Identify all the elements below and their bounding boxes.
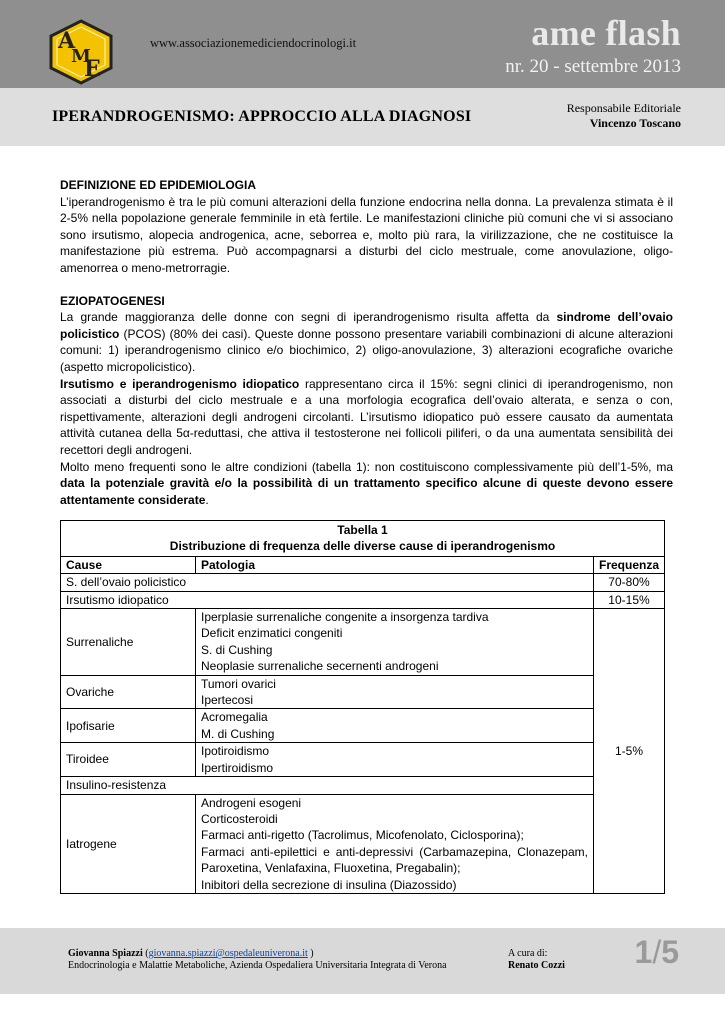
page-number: 1/5	[634, 934, 679, 970]
table-row: Iatrogene Androgeni esogeni Corticosteroidi Farmaci anti-rigetto (Tacrolimus, Micofenolato, Ciclosporina); Farmaci anti-epilettici e anti-depressivi (Carbamazepina, Clonazepam, Paroxetina, Venlafaxina, Fluoxetina, Pregabalin); Inibitori della secrezione di insulina (Diazossido)	[61, 794, 665, 893]
paragraph-definition: L’iperandrogenismo è tra le più comuni alterazioni della funzione endocrina nella donna. La prevalenza stimata è il 2-5% nella popolazione generale femminile in età fertile. Le manifestazioni cliniche più comuni che vi si associano sono irsutismo, alopecia androgenica, acne, seborrea e, molto più rara, la virilizzazione, che ne costituisce la manifestazione più estrema. Può accompagnarsi a disturbi del ciclo mestruale, come anovulazione, oligo-amenorrea o meno-metrorragie.	[60, 194, 673, 275]
table-row: Ovariche Tumori ovarici Ipertecosi	[61, 675, 665, 709]
author-email-link[interactable]: giovanna.spiazzi@ospedaleuniverona.it	[148, 948, 308, 959]
ame-logo-icon	[46, 18, 116, 86]
logo-letter-m: M	[71, 46, 91, 67]
document-title: IPERANDROGENISMO: APPROCCIO ALLA DIAGNOSI	[52, 108, 472, 125]
table-row: Insulino-resistenza	[61, 777, 665, 794]
table-row: Ipofisarie Acromegalia M. di Cushing	[61, 709, 665, 743]
paragraph-other-causes: Molto meno frequenti sono le altre condizioni (tabella 1): non costituiscono complessivamente più dell’1-5%, ma data la potenziale gravità e/o la possibilità di un trattamento specifico alcune di queste devono essere attentamente considerate.	[60, 459, 673, 507]
section-heading-definition: DEFINIZIONE ED EPIDEMIOLOGIA	[60, 178, 257, 192]
logo-letter-a: A	[58, 28, 76, 54]
footer-bar	[0, 928, 725, 994]
article-body	[60, 177, 673, 508]
header-frequency: Frequenza	[593, 556, 664, 573]
author-block: Giovanna Spiazzi (giovanna.spiazzi@ospedaleuniverona.it ) Endocrinologia e Malattie Metaboliche, Azienda Ospedaliera Universitaria Integrata di Verona	[68, 948, 447, 971]
issue-label: nr. 20 - settembre 2013	[505, 56, 681, 77]
logo-letter-e: E	[84, 56, 101, 82]
highlight-pcos: sindrome dell’ovaio policistico	[60, 310, 674, 341]
causes-table	[60, 520, 665, 894]
highlight-warning: data la potenziale gravità e/o la possibilità di un trattamento specifico alcune di queste devono essere attentamente considerate	[60, 476, 673, 507]
highlight-idiopathic: Irsutismo e iperandrogenismo idiopatico	[60, 376, 300, 391]
curator-label: A cura di:	[508, 948, 548, 959]
author-name: Giovanna Spiazzi	[68, 948, 143, 959]
frequency-other: 1-5%	[593, 609, 664, 894]
header-pathology: Patologia	[196, 556, 594, 573]
section-heading-etiopathogenesis: EZIOPATOGENESI	[60, 293, 165, 308]
curator-name: Renato Cozzi	[508, 960, 565, 971]
table-header-row	[61, 556, 665, 573]
paragraph-pcos: La grande maggioranza delle donne con segni di iperandrogenismo risulta affetta da sindrome dell’ovaio policistico (PCOS) (80% dei casi). Queste donne possono presentare variabili combinazioni di alcune alterazioni comuni: 1) iperandrogenismo clinico e/o biochimico, 2) oligo-anovulazione, 3) alterazioni ecografiche ovariche (aspetto micropolicistico).	[60, 310, 674, 374]
table-row: Tiroidee Ipotiroidismo Ipertiroidismo	[61, 743, 665, 777]
table-row: S. dell’ovaio policistico 70-80%	[61, 574, 665, 591]
website-url[interactable]: www.associazionemediciendocrinologi.it	[150, 36, 357, 50]
paragraph-idiopathic: Irsutismo e iperandrogenismo idiopatico rappresentano circa il 15%: segni clinici di iperandrogenismo, non associati a disturbi del ciclo mestruale e a una morfologia ecografica dell’ovaio alterata, e senza o con, rispettivamente, alterazioni degli androgeni circolanti. L’irsutismo idiopatico può essere causato da aumentata attività cutanea della 5α-reduttasi, che attiva il testosterone nei follicoli piliferi, o da una aumentata sensibilità dei recettori degli androgeni.	[60, 376, 673, 457]
brand-title: ame flash	[531, 13, 681, 53]
header-bar	[0, 0, 725, 88]
title-bar	[0, 88, 725, 146]
header-cause: Cause	[61, 556, 196, 573]
table-row: Irsutismo idiopatico 10-15%	[61, 591, 665, 608]
editor-block	[567, 101, 681, 131]
author-affiliation: Endocrinologia e Malattie Metaboliche, Azienda Ospedaliera Universitaria Integrata di Verona	[68, 960, 447, 971]
editor-name: Vincenzo Toscano	[589, 116, 681, 130]
curator-block	[508, 948, 565, 972]
table-row: Surrenaliche Iperplasie surrenaliche congenite a insorgenza tardiva Deficit enzimatici congeniti S. di Cushing Neoplasie surrenaliche secernenti androgeni 1-5%	[61, 609, 665, 676]
editor-role: Responsabile Editoriale	[566, 101, 681, 115]
table-caption: Tabella 1 Distribuzione di frequenza delle diverse cause di iperandrogenismo	[61, 521, 665, 557]
